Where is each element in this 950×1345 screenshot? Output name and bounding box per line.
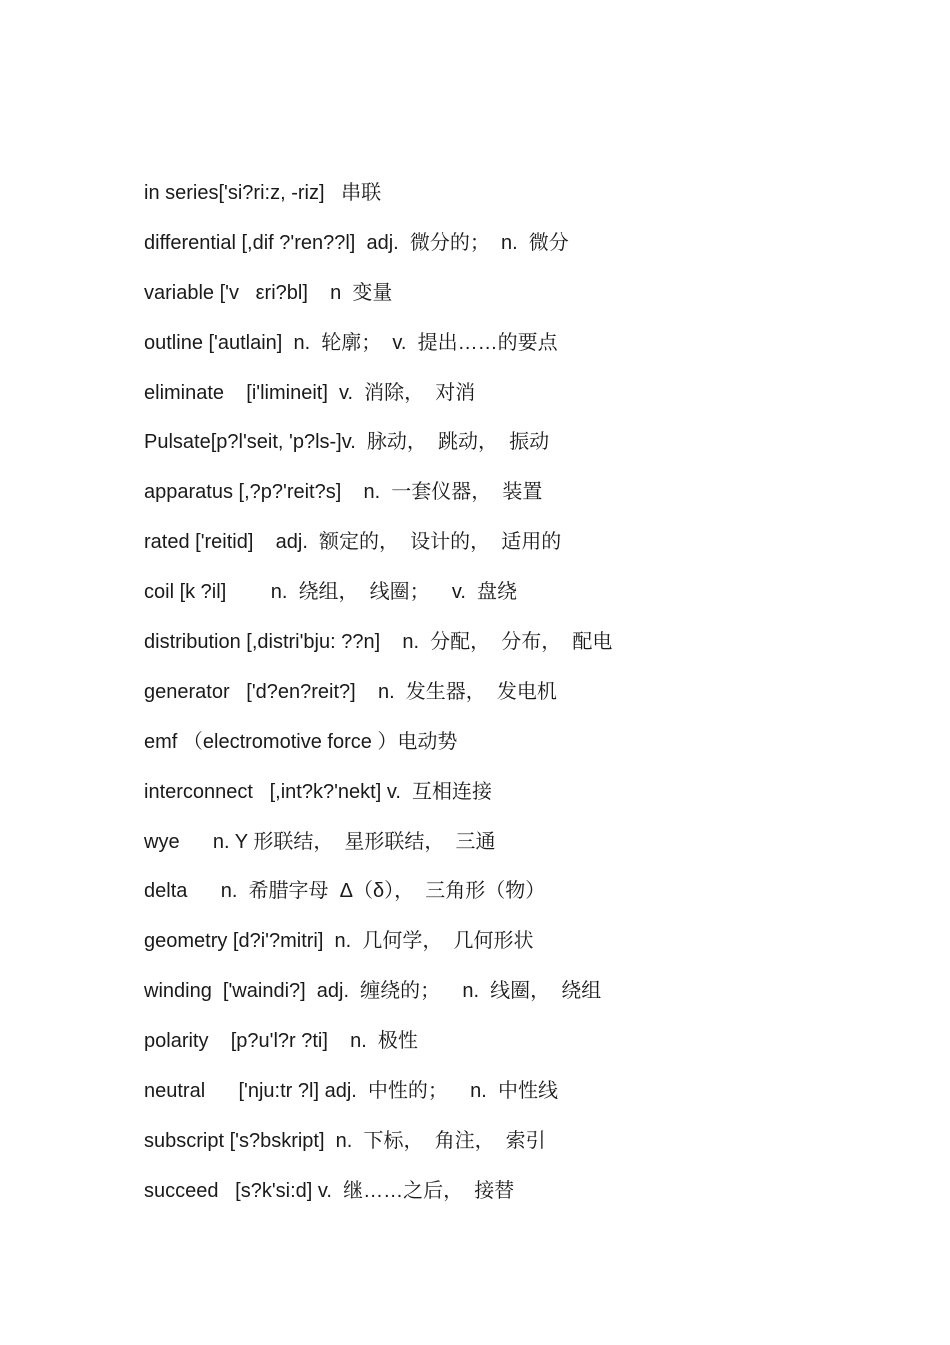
vocab-entry: interconnect [,int?k?'nekt] v. 互相连接: [144, 780, 493, 803]
vocab-entry: differential [,dif ?'ren??l] adj. 微分的； n. 微分: [144, 231, 569, 254]
vocab-entry: outline ['autlain] n. 轮廓； v. 提出……的要点: [144, 331, 558, 354]
vocab-entry: rated ['reitid] adj. 额定的， 设计的， 适用的: [144, 531, 562, 554]
vocab-entry: eliminate [i'limineit] v. 消除， 对消: [144, 381, 476, 404]
vocab-entry: Pulsate[p?l'seit, 'p?ls-]v. 脉动， 跳动， 振动: [144, 431, 550, 454]
vocab-entry: subscript ['s?bskript] n. 下标， 角注， 索引: [144, 1129, 546, 1152]
vocab-entry: variable ['v εri?bl] n 变量: [144, 281, 393, 304]
vocab-entry: coil [k ?il] n. 绕组， 线圈； v. 盘绕: [144, 581, 518, 604]
vocab-entry: wye n. Y 形联结， 星形联结， 三通: [144, 830, 496, 853]
vocab-entry: polarity [p?u'l?r ?ti] n. 极性: [144, 1030, 418, 1053]
vocab-entry: succeed [s?k'si:d] v. 继……之后， 接替: [144, 1179, 515, 1202]
vocabulary-list: [144, 177, 904, 1225]
vocab-entry: neutral ['nju:tr ?l] adj. 中性的； n. 中性线: [144, 1080, 558, 1103]
vocab-entry: winding ['waindi?] adj. 缠绕的； n. 线圈， 绕组: [144, 980, 602, 1003]
vocab-entry: delta n. 希腊字母 Δ（δ）， 三角形（物）: [144, 880, 546, 903]
vocab-entry: geometry [d?i'?mitri] n. 几何学， 几何形状: [144, 930, 534, 953]
vocab-entry: apparatus [,?p?'reit?s] n. 一套仪器， 装置: [144, 481, 543, 504]
vocab-entry: emf （electromotive force ）电动势: [144, 730, 458, 753]
vocab-entry: distribution [,distri'bju: ??n] n. 分配， 分布， 配电: [144, 631, 613, 654]
vocab-entry: generator ['d?en?reit?] n. 发生器， 发电机: [144, 680, 557, 703]
vocab-entry: in series['si?ri:z, -riz] 串联: [144, 182, 382, 204]
